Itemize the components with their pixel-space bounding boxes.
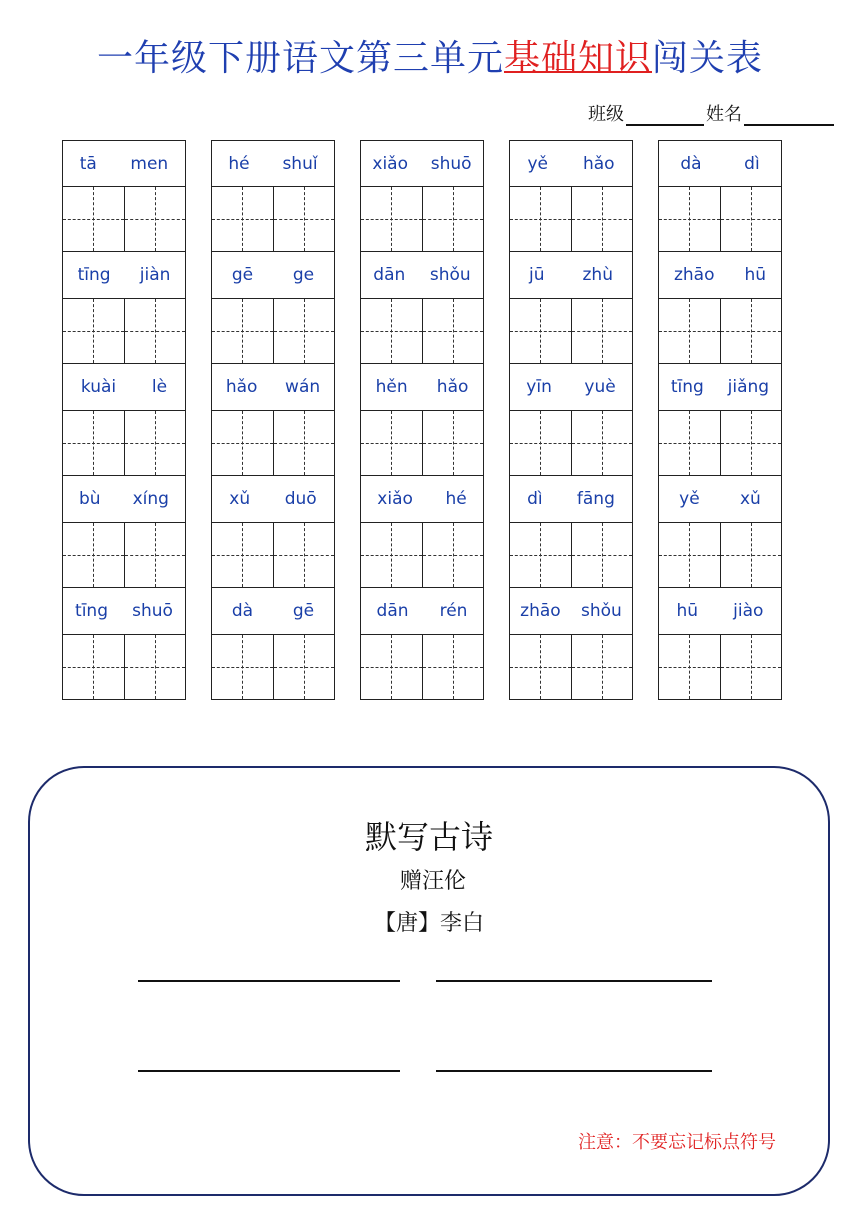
writing-box[interactable] <box>720 411 782 475</box>
word-cell <box>509 364 633 476</box>
pinyin-syllable: xǔ <box>740 489 761 509</box>
pinyin-syllable: shǒu <box>429 265 471 285</box>
word-cell <box>62 476 186 588</box>
pinyin-row <box>658 476 782 522</box>
pinyin-syllable: gē <box>292 601 315 621</box>
pinyin-row <box>509 252 633 298</box>
pinyin-syllable: zhù <box>582 265 613 285</box>
pinyin-syllable: hé <box>228 153 250 174</box>
pinyin-row <box>62 364 186 410</box>
writing-box[interactable] <box>273 187 335 251</box>
class-label: 班级 <box>588 104 624 125</box>
word-cell <box>62 252 186 364</box>
writing-box[interactable] <box>273 411 335 475</box>
pinyin-syllable: gē <box>231 265 254 285</box>
writing-box[interactable] <box>361 187 422 251</box>
tianzige-writing-boxes <box>658 186 782 252</box>
pinyin-syllable: yīn <box>526 377 552 397</box>
pinyin-syllable: hǎo <box>436 377 469 397</box>
answer-line[interactable] <box>138 980 400 982</box>
pinyin-row <box>509 588 633 634</box>
writing-box[interactable] <box>273 523 335 587</box>
word-column <box>62 140 186 700</box>
title-highlight: 基础知识 <box>503 38 652 79</box>
answer-line[interactable] <box>436 1070 712 1072</box>
writing-box[interactable] <box>212 299 273 363</box>
writing-box[interactable] <box>720 299 782 363</box>
pinyin-syllable: shǒu <box>581 601 622 621</box>
pinyin-syllable: shuō <box>430 153 472 174</box>
pinyin-row <box>211 140 335 186</box>
writing-box[interactable] <box>571 635 633 699</box>
pinyin-syllable: dà <box>680 153 702 174</box>
word-cell <box>509 140 633 252</box>
word-cell <box>658 252 782 364</box>
pinyin-syllable: duō <box>284 489 317 509</box>
pinyin-syllable: hěn <box>375 377 408 397</box>
tianzige-writing-boxes <box>62 410 186 476</box>
writing-box[interactable] <box>63 299 124 363</box>
tianzige-writing-boxes <box>658 298 782 364</box>
writing-box[interactable] <box>720 523 782 587</box>
tianzige-writing-boxes <box>509 298 633 364</box>
writing-box[interactable] <box>510 635 571 699</box>
name-class-bar <box>588 100 836 126</box>
pinyin-row <box>360 476 484 522</box>
poem-author: 【唐】李白 <box>373 911 484 936</box>
pinyin-syllable: yě <box>679 489 700 509</box>
pinyin-syllable: ge <box>292 265 315 285</box>
pinyin-syllable: jū <box>529 265 545 285</box>
pinyin-syllable: yuè <box>584 377 616 397</box>
word-cell <box>658 476 782 588</box>
writing-box[interactable] <box>510 299 571 363</box>
pinyin-row <box>62 588 186 634</box>
pinyin-row <box>658 140 782 186</box>
word-cell <box>658 588 782 700</box>
page-title <box>0 30 860 81</box>
word-cell <box>360 140 484 252</box>
pinyin-syllable: hū <box>676 601 699 621</box>
tianzige-writing-boxes <box>211 634 335 700</box>
pinyin-syllable: wán <box>285 377 321 397</box>
writing-box[interactable] <box>124 523 186 587</box>
pinyin-row <box>62 252 186 298</box>
pinyin-syllable: dān <box>373 265 406 285</box>
pinyin-row <box>211 476 335 522</box>
poem-dictation-box <box>28 766 830 1196</box>
name-blank[interactable] <box>744 106 834 126</box>
writing-box[interactable] <box>571 411 633 475</box>
pinyin-row <box>509 476 633 522</box>
poem-heading: 默写古诗 <box>364 818 493 856</box>
writing-box[interactable] <box>212 187 273 251</box>
name-label: 姓名 <box>706 104 742 125</box>
poem-title: 赠汪伦 <box>399 869 466 894</box>
pinyin-syllable: jiàn <box>139 265 171 285</box>
writing-box[interactable] <box>124 299 186 363</box>
tianzige-writing-boxes <box>62 298 186 364</box>
pinyin-row <box>62 476 186 522</box>
pinyin-row <box>360 140 484 186</box>
writing-box[interactable] <box>361 411 422 475</box>
writing-box[interactable] <box>720 635 782 699</box>
pinyin-row <box>360 364 484 410</box>
writing-box[interactable] <box>63 523 124 587</box>
tianzige-writing-boxes <box>62 186 186 252</box>
writing-box[interactable] <box>659 187 720 251</box>
tianzige-writing-boxes <box>211 522 335 588</box>
word-cell <box>211 364 335 476</box>
writing-box[interactable] <box>510 411 571 475</box>
writing-box[interactable] <box>212 411 273 475</box>
tianzige-writing-boxes <box>658 410 782 476</box>
word-cell <box>211 588 335 700</box>
word-column <box>509 140 633 700</box>
writing-box[interactable] <box>422 523 484 587</box>
word-cell <box>211 252 335 364</box>
writing-box[interactable] <box>571 187 633 251</box>
pinyin-row <box>658 588 782 634</box>
pinyin-row <box>62 140 186 186</box>
pinyin-syllable: hǎo <box>582 153 615 174</box>
tianzige-writing-boxes <box>211 298 335 364</box>
tianzige-writing-boxes <box>509 522 633 588</box>
pinyin-syllable: xiǎo <box>372 153 408 174</box>
writing-box[interactable] <box>659 299 720 363</box>
pinyin-row <box>211 588 335 634</box>
title-part1: 一年级下册语文第三单元 <box>96 38 504 79</box>
pinyin-syllable: kuài <box>80 377 117 397</box>
pinyin-row <box>509 364 633 410</box>
word-column <box>360 140 484 700</box>
pinyin-syllable: shuō <box>132 601 173 621</box>
writing-box[interactable] <box>361 523 422 587</box>
pinyin-syllable: hé <box>445 489 467 509</box>
tianzige-writing-boxes <box>509 410 633 476</box>
writing-box[interactable] <box>63 187 124 251</box>
word-cell <box>62 364 186 476</box>
tianzige-writing-boxes <box>360 634 484 700</box>
tianzige-writing-boxes <box>509 634 633 700</box>
writing-box[interactable] <box>124 635 186 699</box>
tianzige-writing-boxes <box>658 634 782 700</box>
writing-box[interactable] <box>510 187 571 251</box>
word-column <box>211 140 335 700</box>
word-cell <box>211 140 335 252</box>
pinyin-syllable: zhāo <box>673 265 715 285</box>
pinyin-syllable: bù <box>79 489 101 509</box>
title-part2: 闯关表 <box>652 38 764 79</box>
writing-box[interactable] <box>212 523 273 587</box>
tianzige-writing-boxes <box>360 410 484 476</box>
writing-box[interactable] <box>212 635 273 699</box>
writing-box[interactable] <box>659 411 720 475</box>
writing-box[interactable] <box>571 299 633 363</box>
pinyin-syllable: hǎo <box>225 377 258 397</box>
word-cell <box>211 476 335 588</box>
word-cell <box>360 252 484 364</box>
class-blank[interactable] <box>626 106 704 126</box>
tianzige-writing-boxes <box>211 410 335 476</box>
pinyin-syllable: rén <box>439 601 468 621</box>
writing-box[interactable] <box>422 635 484 699</box>
pinyin-row <box>658 364 782 410</box>
writing-box[interactable] <box>361 635 422 699</box>
writing-box[interactable] <box>510 523 571 587</box>
pinyin-syllable: jiào <box>733 601 764 621</box>
writing-box[interactable] <box>720 187 782 251</box>
pinyin-syllable: jiǎng <box>727 377 770 397</box>
pinyin-row <box>211 364 335 410</box>
pinyin-syllable: shuǐ <box>282 153 318 174</box>
tianzige-writing-boxes <box>62 634 186 700</box>
word-cell <box>509 476 633 588</box>
writing-box[interactable] <box>361 299 422 363</box>
answer-line[interactable] <box>138 1070 400 1072</box>
pinyin-syllable: dà <box>231 601 254 621</box>
pinyin-syllable: xǔ <box>229 489 251 509</box>
writing-box[interactable] <box>124 411 186 475</box>
word-cell <box>62 140 186 252</box>
tianzige-writing-boxes <box>211 186 335 252</box>
pinyin-syllable: lè <box>151 377 168 397</box>
word-cell <box>509 252 633 364</box>
word-cell <box>658 364 782 476</box>
pinyin-syllable: fāng <box>576 489 615 509</box>
pinyin-syllable: dān <box>376 601 409 621</box>
writing-box[interactable] <box>571 523 633 587</box>
tianzige-writing-boxes <box>360 186 484 252</box>
pinyin-syllable: xíng <box>132 489 169 509</box>
word-cell <box>658 140 782 252</box>
word-column <box>658 140 782 700</box>
pinyin-syllable: tā <box>79 153 97 174</box>
pinyin-syllable: yě <box>527 153 548 174</box>
word-cell <box>360 588 484 700</box>
pinyin-syllable: tīng <box>670 377 704 397</box>
writing-box[interactable] <box>63 411 124 475</box>
pinyin-row <box>211 252 335 298</box>
pinyin-syllable: dì <box>527 489 543 509</box>
word-cell <box>360 476 484 588</box>
writing-box[interactable] <box>422 187 484 251</box>
pinyin-row <box>509 140 633 186</box>
word-cell <box>360 364 484 476</box>
pinyin-syllable: men <box>130 153 169 174</box>
writing-box[interactable] <box>273 635 335 699</box>
pinyin-syllable: hū <box>744 265 767 285</box>
word-cell <box>509 588 633 700</box>
pinyin-syllable: tīng <box>75 601 109 621</box>
tianzige-writing-boxes <box>62 522 186 588</box>
pinyin-syllable: xiǎo <box>377 489 413 509</box>
pinyin-syllable: tīng <box>77 265 111 285</box>
writing-box[interactable] <box>63 635 124 699</box>
writing-box[interactable] <box>659 523 720 587</box>
pinyin-row <box>658 252 782 298</box>
tianzige-writing-boxes <box>360 522 484 588</box>
tianzige-writing-boxes <box>509 186 633 252</box>
writing-box[interactable] <box>422 411 484 475</box>
writing-box[interactable] <box>422 299 484 363</box>
word-cell <box>62 588 186 700</box>
pinyin-syllable: zhāo <box>520 601 561 621</box>
pinyin-row <box>360 252 484 298</box>
writing-box[interactable] <box>273 299 335 363</box>
pinyin-syllable: dì <box>744 153 760 174</box>
writing-box[interactable] <box>659 635 720 699</box>
tianzige-writing-boxes <box>360 298 484 364</box>
tianzige-writing-boxes <box>658 522 782 588</box>
pinyin-row <box>360 588 484 634</box>
writing-box[interactable] <box>124 187 186 251</box>
answer-line[interactable] <box>436 980 712 982</box>
punctuation-note: 注意：不要忘记标点符号 <box>578 1132 776 1153</box>
